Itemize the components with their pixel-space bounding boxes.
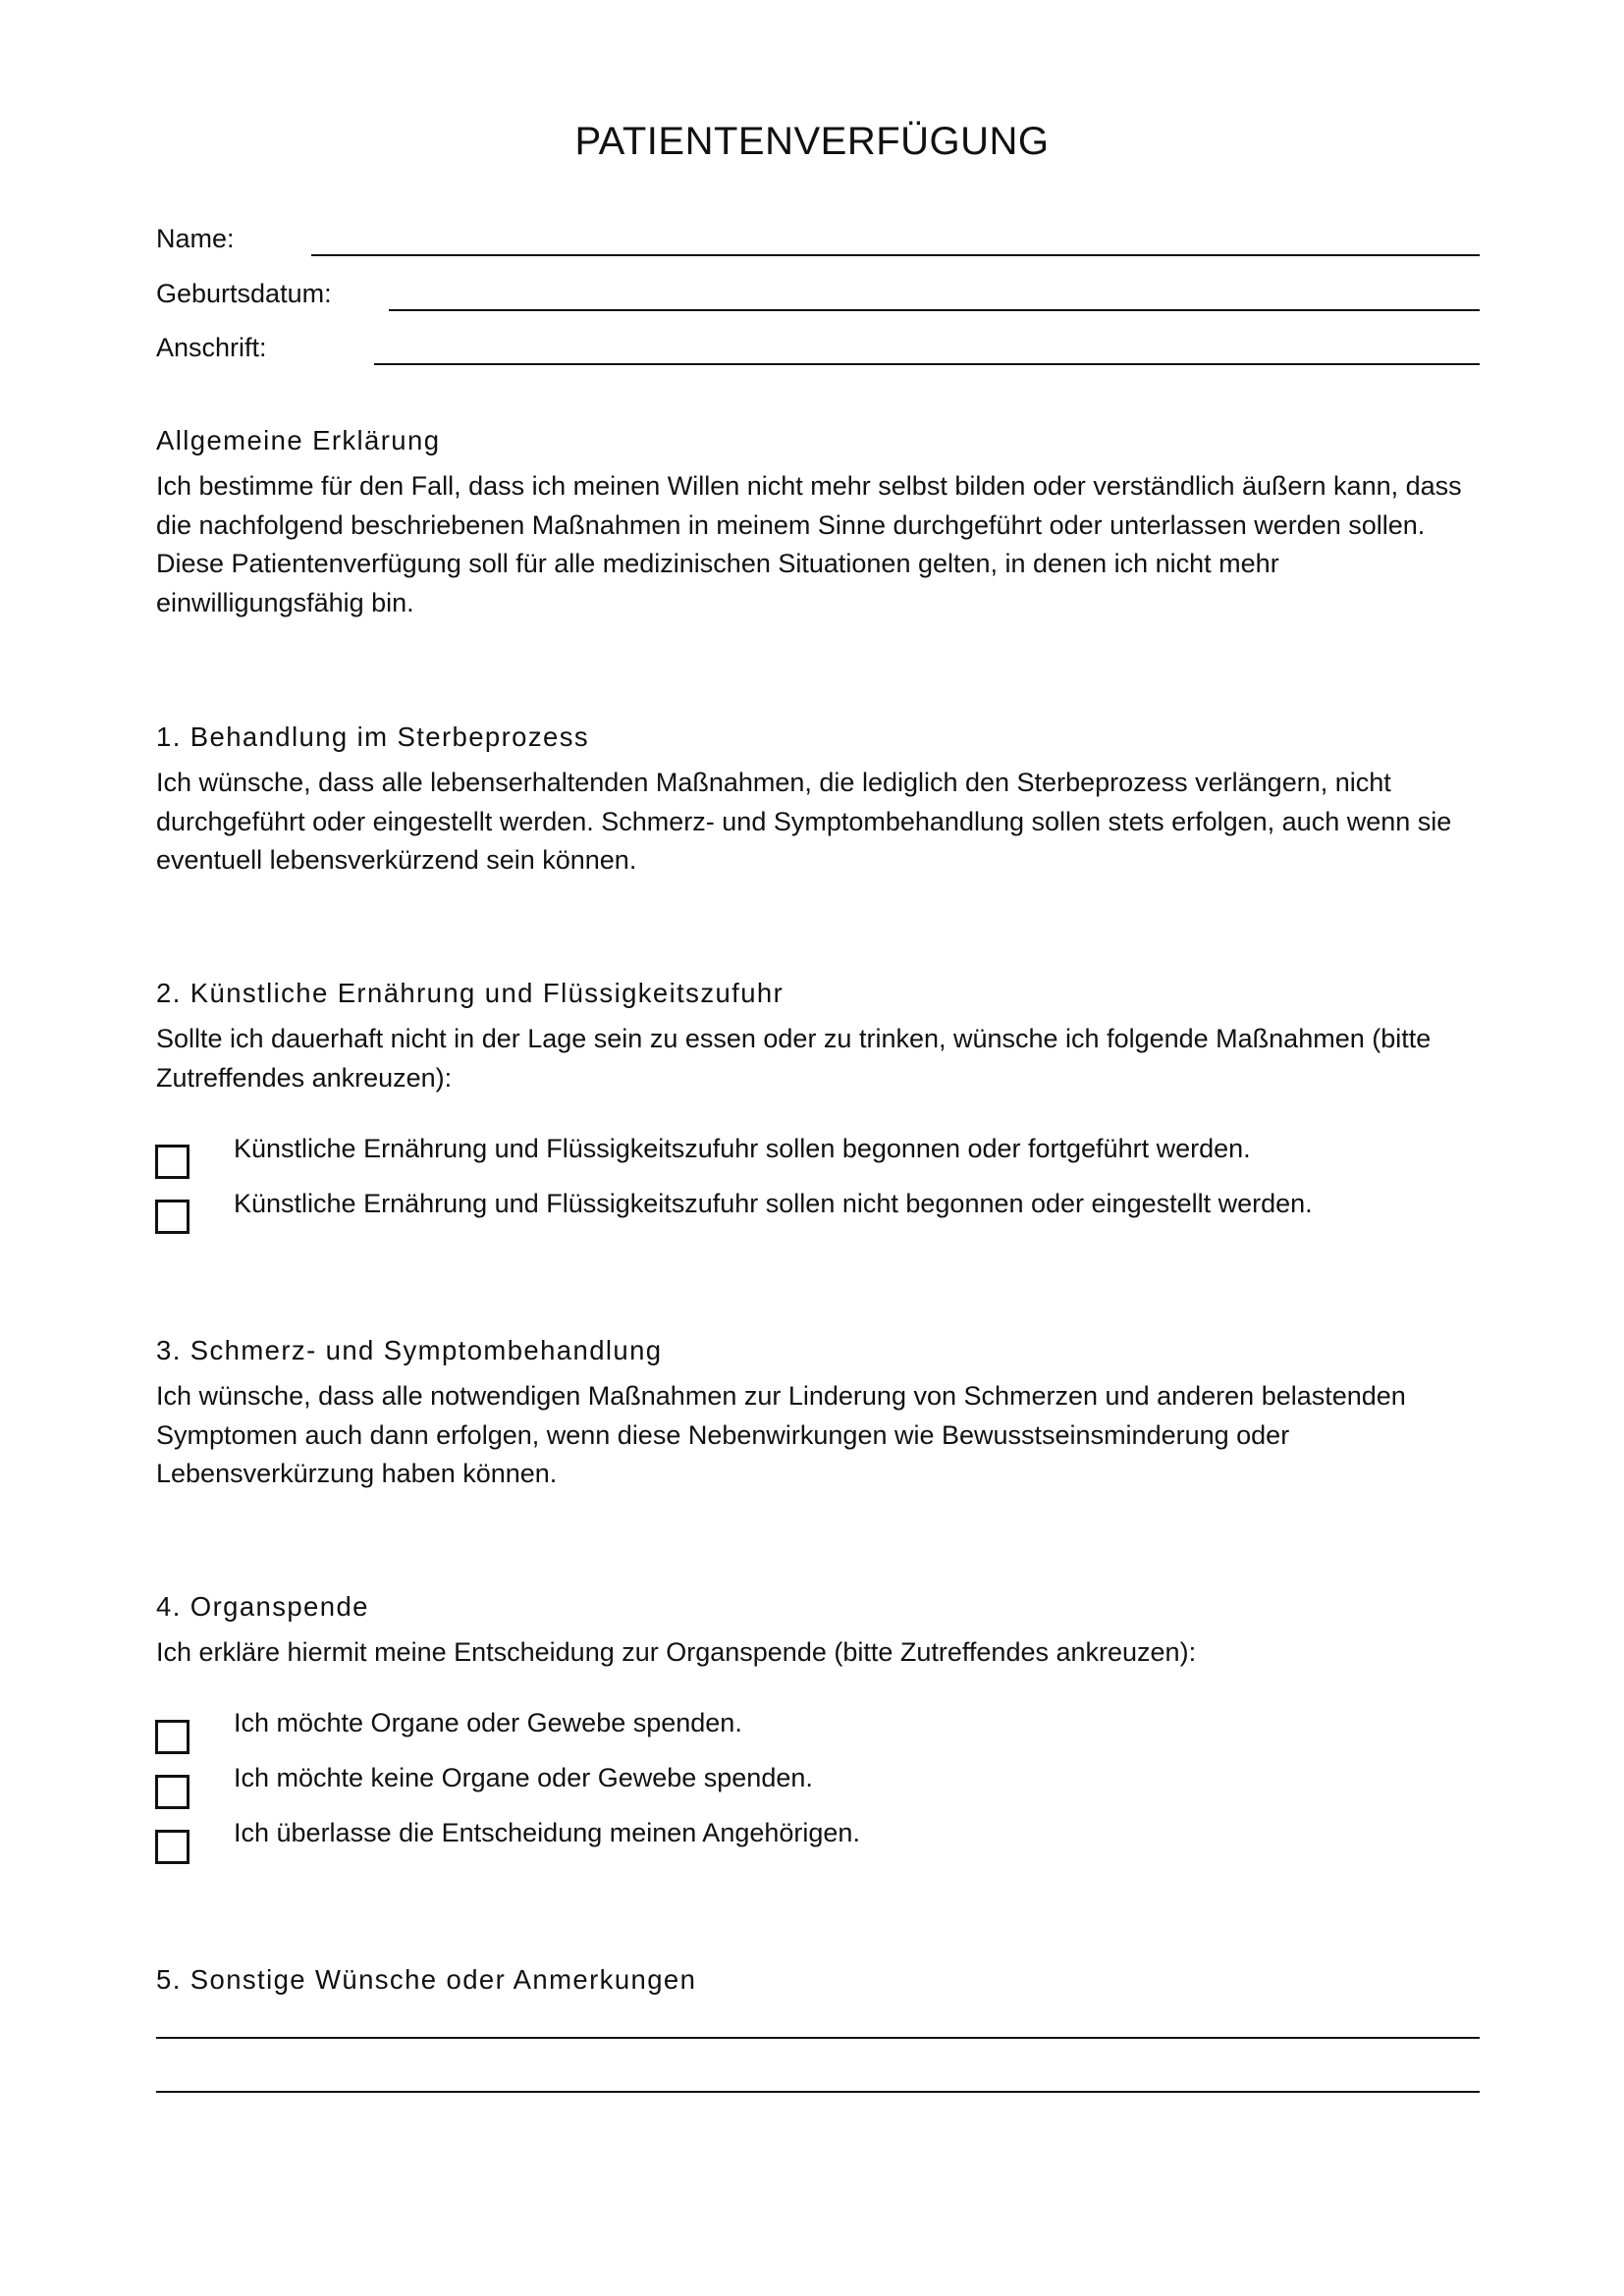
organ-no-donate-label: Ich möchte keine Organe oder Gewebe spenden.: [234, 1763, 813, 1792]
address-field[interactable]: [374, 363, 1480, 365]
organ-donate-checkbox[interactable]: [155, 1720, 189, 1754]
section-other-wishes-heading: 5. Sonstige Wünsche oder Anmerkungen: [156, 1964, 697, 1995]
section-organ-heading: 4. Organspende: [156, 1591, 369, 1622]
address-label: Anschrift:: [156, 333, 267, 362]
section-nutrition-heading: 2. Künstliche Ernährung und Flüssigkeitszufuhr: [156, 978, 785, 1008]
nutrition-stop-checkbox[interactable]: [155, 1200, 189, 1234]
organ-relatives-decide-checkbox[interactable]: [155, 1830, 189, 1864]
section-organ-text: Ich erkläre hiermit meine Entscheidung zur Organspende (bitte Zutreffendes ankreuzen):: [156, 1637, 1197, 1667]
general-declaration-text: Ich bestimme für den Fall, dass ich meinen Willen nicht mehr selbst bilden oder verständlich äußern kann, dass die nachfolgend beschriebenen Maßnahmen in meinem Sinne durchgeführt oder unterlassen werden sollen. Diese Patientenverfügung soll für alle medizinischen Situationen gelten, in denen ich nicht mehr einwilligungsfähig bin.: [156, 471, 1462, 618]
other-wishes-line-2[interactable]: [156, 2091, 1480, 2093]
nutrition-continue-label: Künstliche Ernährung und Flüssigkeitszufuhr sollen begonnen oder fortgeführt werden.: [234, 1134, 1251, 1163]
section-nutrition-text: Sollte ich dauerhaft nicht in der Lage sein zu essen oder zu trinken, wünsche ich folgende Maßnahmen (bitte Zutreffendes ankreuzen):: [156, 1024, 1432, 1093]
general-declaration-heading: Allgemeine Erklärung: [156, 425, 441, 455]
nutrition-stop-label: Künstliche Ernährung und Flüssigkeitszufuhr sollen nicht begonnen oder eingestellt werden.: [234, 1189, 1313, 1218]
section-dying-process-text: Ich wünsche, dass alle lebenserhaltenden Maßnahmen, die lediglich den Sterbeprozess verlängern, nicht durchgeführt oder eingestellt werden. Schmerz- und Symptombehandlung sollen stets erfolgen, auch wenn sie eventuell lebensverkürzend sein können.: [156, 768, 1452, 876]
birthdate-field[interactable]: [389, 309, 1480, 311]
document-title: PATIENTENVERFÜGUNG: [574, 120, 1050, 163]
section-dying-process-heading: 1. Behandlung im Sterbeprozess: [156, 721, 589, 752]
other-wishes-line-1[interactable]: [156, 2037, 1480, 2039]
section-pain-heading: 3. Schmerz- und Symptombehandlung: [156, 1335, 663, 1365]
organ-donate-label: Ich möchte Organe oder Gewebe spenden.: [234, 1708, 742, 1737]
section-pain-text: Ich wünsche, dass alle notwendigen Maßnahmen zur Linderung von Schmerzen und anderen belastenden Symptomen auch dann erfolgen, wenn diese Nebenwirkungen wie Bewusstseinsminderung oder Lebensverkürzung haben können.: [156, 1381, 1406, 1489]
name-field[interactable]: [311, 254, 1480, 256]
organ-relatives-decide-label: Ich überlasse die Entscheidung meinen Angehörigen.: [234, 1818, 860, 1847]
organ-no-donate-checkbox[interactable]: [155, 1775, 189, 1809]
name-label: Name:: [156, 224, 235, 253]
birthdate-label: Geburtsdatum:: [156, 279, 332, 308]
nutrition-continue-checkbox[interactable]: [155, 1145, 189, 1179]
